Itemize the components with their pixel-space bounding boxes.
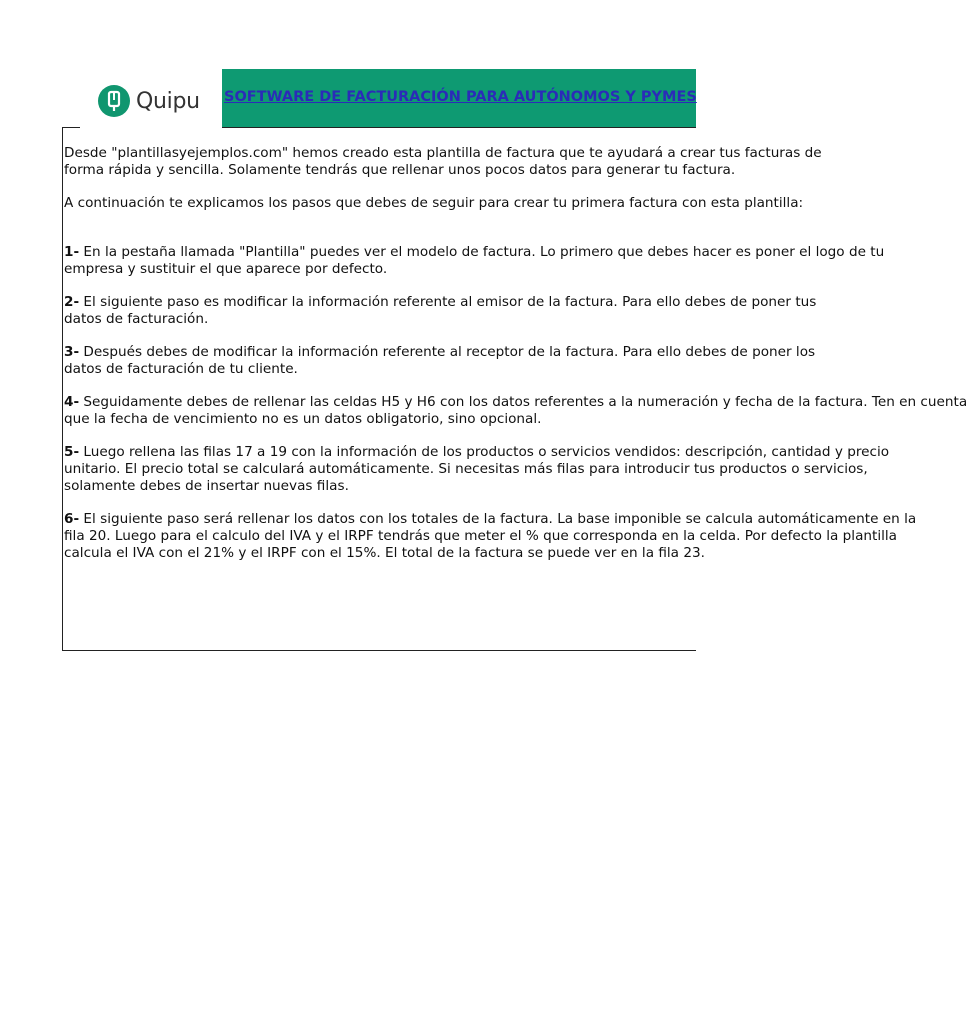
step-5-line-1 bbox=[64, 444, 890, 461]
step-5-text: Luego rellena las filas 17 a 19 con la información de los productos o servicios vendidos: descripción, cantidad y precio bbox=[79, 444, 890, 460]
step-5-line-3: solamente debes de insertar nuevas filas. bbox=[64, 478, 349, 494]
lead-text: A continuación te explicamos los pasos que debes de seguir para crear tu primera factura con esta plantilla: bbox=[64, 195, 804, 211]
step-2-text: El siguiente paso es modificar la información referente al emisor de la factura. Para ello debes de poner tus bbox=[79, 294, 817, 310]
step-3-line-1 bbox=[64, 344, 816, 361]
software-link[interactable]: SOFTWARE DE FACTURACIÓN PARA AUTÓNOMOS Y PYMES bbox=[224, 89, 697, 105]
quipu-logo bbox=[80, 72, 214, 130]
intro-line-2: forma rápida y sencilla. Solamente tendrás que rellenar unos pocos datos para generar tu factura. bbox=[64, 162, 736, 178]
step-2-number: 2- bbox=[64, 294, 80, 310]
step-3-line-2: datos de facturación de tu cliente. bbox=[64, 361, 298, 377]
step-3-number: 3- bbox=[64, 344, 80, 360]
step-6-line-3: calcula el IVA con el 21% y el IRPF con el 15%. El total de la factura se puede ver en la fila 23. bbox=[64, 545, 705, 561]
step-1-line-1 bbox=[64, 244, 885, 261]
step-4-text: Seguidamente debes de rellenar las celdas H5 y H6 con los datos referentes a la numeración y fecha de la factura. Ten en cuenta bbox=[79, 394, 967, 410]
header-banner bbox=[222, 69, 696, 127]
step-2-line-1 bbox=[64, 294, 817, 311]
step-1-line-2: empresa y sustituir el que aparece por defecto. bbox=[64, 261, 388, 277]
step-6-line-1 bbox=[64, 511, 917, 528]
step-3-text: Después debes de modificar la información referente al receptor de la factura. Para ello debes de poner los bbox=[79, 344, 816, 360]
logo-text: Quipu bbox=[136, 88, 200, 114]
step-1-number: 1- bbox=[64, 244, 80, 260]
intro-line-1: Desde "plantillasyejemplos.com" hemos creado esta plantilla de factura que te ayudará a crear tus facturas de bbox=[64, 145, 822, 161]
step-5-number: 5- bbox=[64, 444, 80, 460]
step-6-line-2: fila 20. Luego para el calculo del IVA y el IRPF tendrás que meter el % que corresponda en la celda. Por defecto la plantilla bbox=[64, 528, 898, 544]
quipu-logo-icon bbox=[98, 85, 130, 117]
step-4-line-2: que la fecha de vencimiento no es un datos obligatorio, sino opcional. bbox=[64, 411, 542, 427]
step-2-line-2: datos de facturación. bbox=[64, 311, 209, 327]
step-1-text: En la pestaña llamada "Plantilla" puedes ver el modelo de factura. Lo primero que debes hacer es poner el logo de tu bbox=[79, 244, 885, 260]
step-4-number: 4- bbox=[64, 394, 80, 410]
step-4-line-1 bbox=[64, 394, 967, 411]
step-6-number: 6- bbox=[64, 511, 80, 527]
step-6-text: El siguiente paso será rellenar los datos con los totales de la factura. La base imponible se calcula automáticamente en la bbox=[79, 511, 917, 527]
step-5-line-2: unitario. El precio total se calculará automáticamente. Si necesitas más filas para introducir tus productos o servicios, bbox=[64, 461, 868, 477]
